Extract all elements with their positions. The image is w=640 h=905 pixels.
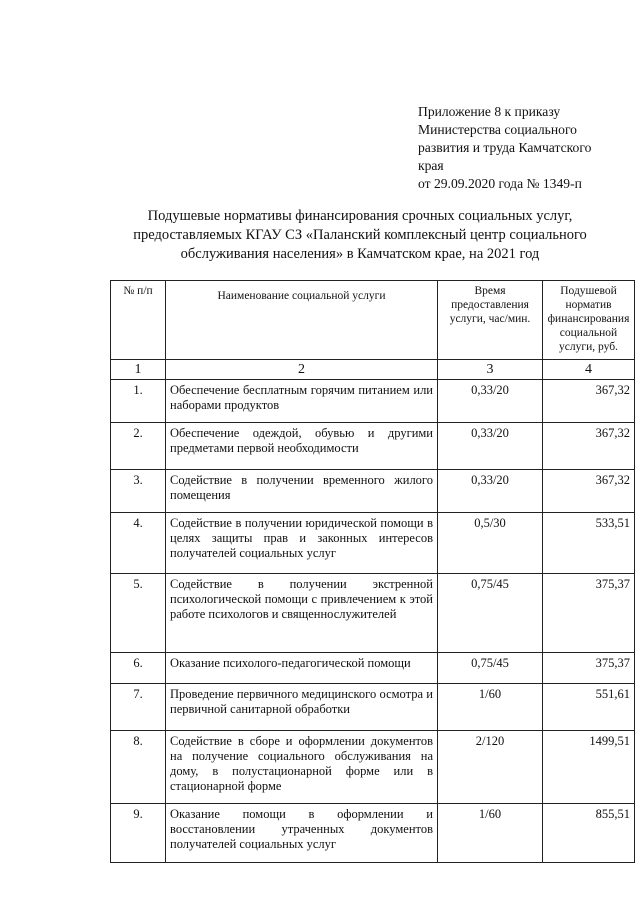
- row-norm-cell: 1499,51: [543, 731, 635, 804]
- title-line: Подушевые нормативы финансирования срочных социальных услуг,: [147, 208, 573, 224]
- row-norm-cell: 367,32: [543, 380, 635, 423]
- header-name: Наименование социальной услуги: [166, 281, 438, 360]
- table-row: [111, 804, 635, 863]
- appendix-line: от 29.09.2020 года № 1349-п: [418, 176, 582, 191]
- table-row: [111, 513, 635, 574]
- row-time-cell: 0,5/30: [438, 513, 543, 574]
- table-index-row: [111, 360, 635, 380]
- row-name-cell: Содействие в получении временного жилого помещения: [166, 470, 438, 513]
- header-time: Время предоставления услуги, час/мин.: [438, 281, 543, 360]
- header-norm: Подушевой норматив финансирования социальной услуги, руб.: [543, 281, 635, 360]
- row-name-cell: Содействие в получении юридической помощи в целях защиты прав и законных интересов получателей социальных услуг: [166, 513, 438, 574]
- table-row: [111, 653, 635, 684]
- document-title: [105, 207, 615, 264]
- index-cell: 4: [543, 360, 635, 380]
- row-num-cell: 9.: [111, 804, 166, 863]
- row-time-cell: 2/120: [438, 731, 543, 804]
- row-norm-cell: 551,61: [543, 684, 635, 731]
- title-line: предоставляемых КГАУ СЗ «Паланский комплексный центр социального: [133, 227, 587, 243]
- row-time-cell: 1/60: [438, 684, 543, 731]
- row-name-cell: Обеспечение бесплатным горячим питанием или наборами продуктов: [166, 380, 438, 423]
- row-num-cell: 5.: [111, 574, 166, 653]
- row-name-cell: Содействие в сборе и оформлении документов на получение социального обслуживания на дому, в полустационарной форме или в стационарной форме: [166, 731, 438, 804]
- header-num: № п/п: [111, 281, 166, 360]
- table-header-row: [111, 281, 635, 360]
- title-line: обслуживания населения» в Камчатском крае, на 2021 год: [180, 246, 540, 262]
- row-num-cell: 6.: [111, 653, 166, 684]
- row-num-cell: 1.: [111, 380, 166, 423]
- table-row: [111, 731, 635, 804]
- row-norm-cell: 855,51: [543, 804, 635, 863]
- row-num-cell: 4.: [111, 513, 166, 574]
- row-time-cell: 1/60: [438, 804, 543, 863]
- row-norm-cell: 533,51: [543, 513, 635, 574]
- table-row: [111, 574, 635, 653]
- row-time-cell: 0,33/20: [438, 470, 543, 513]
- row-time-cell: 0,33/20: [438, 380, 543, 423]
- appendix-line: Министерства социального: [418, 122, 577, 137]
- row-norm-cell: 367,32: [543, 470, 635, 513]
- norms-table: [110, 280, 635, 863]
- row-num-cell: 8.: [111, 731, 166, 804]
- appendix-line: развития и труда Камчатского: [418, 140, 592, 155]
- row-norm-cell: 367,32: [543, 423, 635, 470]
- index-cell: 3: [438, 360, 543, 380]
- row-time-cell: 0,33/20: [438, 423, 543, 470]
- row-norm-cell: 375,37: [543, 574, 635, 653]
- appendix-reference: [418, 103, 614, 193]
- row-num-cell: 2.: [111, 423, 166, 470]
- row-name-cell: Проведение первичного медицинского осмотра и первичной санитарной обработки: [166, 684, 438, 731]
- row-name-cell: Обеспечение одеждой, обувью и другими предметами первой необходимости: [166, 423, 438, 470]
- row-norm-cell: 375,37: [543, 653, 635, 684]
- index-cell: 1: [111, 360, 166, 380]
- row-time-cell: 0,75/45: [438, 574, 543, 653]
- row-name-cell: Оказание помощи в оформлении и восстановлении утраченных документов получателей социальных услуг: [166, 804, 438, 863]
- row-time-cell: 0,75/45: [438, 653, 543, 684]
- index-cell: 2: [166, 360, 438, 380]
- table-row: [111, 380, 635, 423]
- row-num-cell: 7.: [111, 684, 166, 731]
- appendix-line: края: [418, 158, 444, 173]
- table-row: [111, 423, 635, 470]
- row-name-cell: Оказание психолого-педагогической помощи: [166, 653, 438, 684]
- row-num-cell: 3.: [111, 470, 166, 513]
- table-row: [111, 470, 635, 513]
- row-name-cell: Содействие в получении экстренной психологической помощи с привлечением к этой работе психологов и священнослужителей: [166, 574, 438, 653]
- appendix-line: Приложение 8 к приказу: [418, 104, 561, 119]
- table-row: [111, 684, 635, 731]
